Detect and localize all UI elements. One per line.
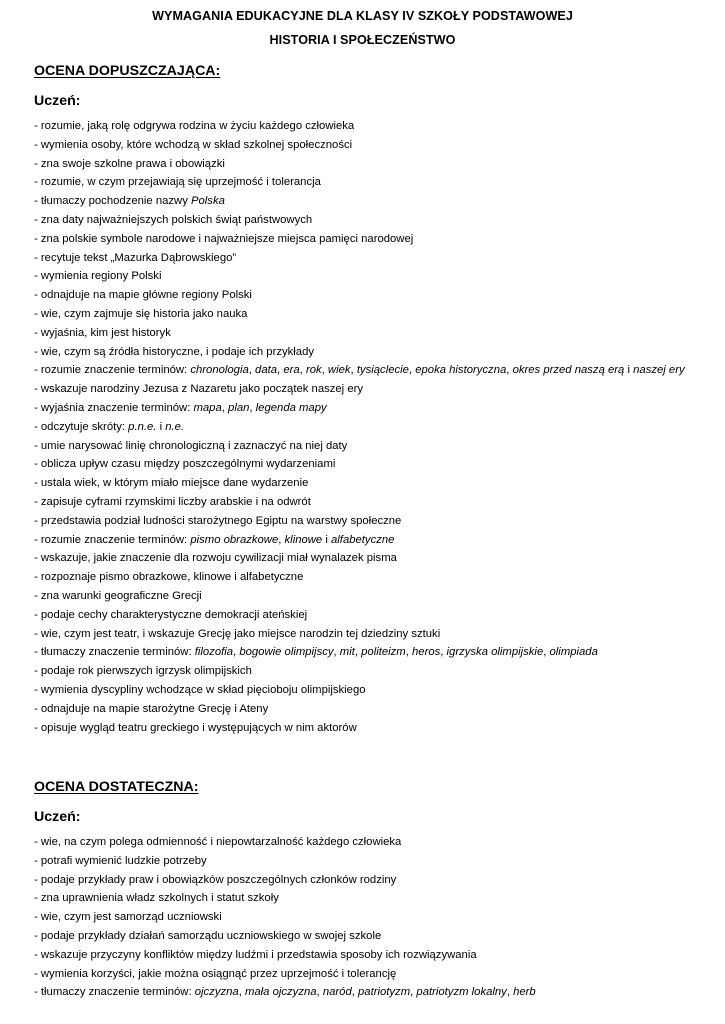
requirement-text: i	[322, 533, 332, 546]
requirement-item	[34, 249, 694, 268]
requirement-item	[34, 230, 694, 249]
requirement-term: plan	[228, 401, 250, 414]
requirement-text: - oblicza upływ czasu między poszczególnymi wydarzeniami	[34, 458, 336, 471]
requirement-item	[34, 136, 694, 155]
requirement-text: - zna swoje szkolne prawa i obowiązki	[34, 157, 225, 170]
requirement-text: - zna daty najważniejszych polskich świąt państwowych	[34, 213, 313, 226]
requirement-term: patriotyzm	[358, 986, 411, 999]
requirement-text: - podaje przykłady praw i obowiązków poszczególnych członków rodziny	[34, 873, 397, 886]
requirement-term: data	[255, 364, 278, 377]
requirement-term: alfabetyczne	[331, 533, 395, 546]
requirement-item	[34, 983, 694, 1002]
requirement-item	[34, 173, 694, 192]
requirement-term: igrzyska olimpijskie	[446, 646, 544, 659]
requirement-item	[34, 117, 694, 136]
requirement-text: - recytuje tekst „Mazurka Dąbrowskiego”	[34, 251, 237, 264]
requirement-text: - opisuje wygląd teatru greckiego i występujących w nim aktorów	[34, 721, 357, 734]
requirement-text: - ustala wiek, w którym miało miejsce dane wydarzenie	[34, 477, 309, 490]
requirement-text: - tłumaczy znaczenie terminów:	[34, 646, 195, 659]
requirement-term: mała ojczyzna	[244, 986, 317, 999]
requirement-text: - wskazuje narodziny Jezusa z Nazaretu jako początek naszej ery	[34, 383, 364, 396]
requirement-text: ,	[506, 364, 513, 377]
requirement-text: - zna uprawnienia władz szkolnych i statut szkoły	[34, 892, 279, 905]
requirement-text: ,	[278, 533, 285, 546]
requirement-text: ,	[299, 364, 306, 377]
requirement-term: okres przed naszą erą	[512, 364, 625, 377]
requirement-text: ,	[221, 401, 229, 414]
requirement-item	[34, 324, 694, 343]
requirement-text: - odczytuje skróty:	[34, 420, 129, 433]
requirement-text: - wie, czym jest samorząd uczniowski	[34, 911, 222, 924]
requirement-text: ,	[351, 986, 359, 999]
requirement-term: rok	[305, 364, 322, 377]
requirement-text: - wyjaśnia znaczenie terminów:	[34, 401, 194, 414]
requirement-term: p.n.e.	[128, 420, 157, 433]
requirement-item	[34, 399, 694, 418]
requirement-term: tysiąclecie	[356, 364, 409, 377]
requirement-text: - podaje cechy charakterystyczne demokracji ateńskiej	[34, 608, 308, 621]
requirement-term: mapa	[193, 401, 222, 414]
requirement-text: ,	[248, 364, 256, 377]
requirement-text: - wyjaśnia, kim jest historyk	[34, 326, 171, 339]
section-subheading-dostateczna: Uczeń:	[34, 809, 81, 825]
requirement-text: - podaje rok pierwszych igrzysk olimpijskich	[34, 665, 252, 678]
requirements-list-dostateczna	[34, 833, 694, 1002]
requirement-term: mit	[339, 646, 355, 659]
requirement-text: - rozumie znaczenie terminów:	[34, 533, 191, 546]
requirements-list-dopuszczajaca	[34, 117, 694, 737]
requirement-term: olimpiada	[549, 646, 598, 659]
requirement-term: n.e.	[165, 420, 185, 433]
requirement-text: - wskazuje, jakie znaczenie dla rozwoju cywilizacji miał wynalazek pisma	[34, 552, 397, 565]
requirement-text: - przedstawia podział ludności starożytnego Egiptu na warstwy społeczne	[34, 514, 402, 527]
requirement-text: - wie, czym są źródła historyczne, i podaje ich przykłady	[34, 345, 315, 358]
requirement-text: - zna polskie symbole narodowe i najważniejsze miejsca pamięci narodowej	[34, 232, 414, 245]
requirement-text: - podaje przykłady działań samorządu uczniowskiego w swojej szkole	[34, 929, 382, 942]
requirement-item	[34, 681, 694, 700]
requirement-item	[34, 587, 694, 606]
requirement-item	[34, 871, 694, 890]
requirement-text: ,	[506, 986, 514, 999]
requirement-term: herb	[513, 986, 536, 999]
requirement-item	[34, 343, 694, 362]
requirement-term: pismo obrazkowe	[190, 533, 279, 546]
requirement-term: chronologia	[190, 364, 249, 377]
requirement-term: ojczyzna	[194, 986, 239, 999]
requirement-term: era	[283, 364, 300, 377]
requirement-item	[34, 531, 694, 550]
requirement-text: i	[624, 364, 634, 377]
requirement-term: wiek	[327, 364, 351, 377]
requirement-term: legenda mapy	[255, 401, 327, 414]
requirement-item	[34, 719, 694, 738]
requirement-text: ,	[333, 646, 340, 659]
requirement-item	[34, 643, 694, 662]
requirement-item	[34, 455, 694, 474]
requirement-item	[34, 418, 694, 437]
section-heading-dopuszczajaca: OCENA DOPUSZCZAJĄCA:	[34, 63, 221, 79]
section-heading-dostateczna: OCENA DOSTATECZNA:	[34, 779, 199, 795]
requirement-text: ,	[277, 364, 284, 377]
requirement-term: epoka historyczna	[415, 364, 507, 377]
requirement-item	[34, 700, 694, 719]
document-title-line-2: HISTORIA I SPOŁECZEŃSTWO	[269, 33, 456, 47]
requirement-item	[34, 606, 694, 625]
requirement-term: politeizm	[361, 646, 406, 659]
requirement-item	[34, 908, 694, 927]
section-subheading-dopuszczajaca: Uczeń:	[34, 93, 81, 109]
requirement-text: - wymienia regiony Polski	[34, 270, 162, 283]
requirement-item	[34, 267, 694, 286]
requirement-item	[34, 625, 694, 644]
requirement-item	[34, 286, 694, 305]
requirement-term: Polska	[190, 195, 225, 208]
requirement-term: naszej ery	[633, 364, 685, 377]
requirement-text: - wymienia korzyści, jakie można osiągnąć przez uprzejmość i tolerancję	[34, 967, 397, 980]
requirement-text: ,	[410, 986, 417, 999]
requirement-text: - wie, na czym polega odmienność i niepowtarzalność każdego człowieka	[34, 836, 402, 848]
requirement-text: ,	[354, 646, 362, 659]
requirement-item	[34, 361, 694, 380]
requirement-text: ,	[316, 986, 323, 999]
requirement-term: bogowie olimpijscy	[239, 646, 334, 659]
requirement-item	[34, 493, 694, 512]
requirement-item	[34, 380, 694, 399]
requirement-text: ,	[321, 364, 328, 377]
requirement-term: filozofia	[194, 646, 234, 659]
requirement-text: - wie, czym jest teatr, i wskazuje Grecję jako miejsce narodzin tej dziedziny sztuki	[34, 627, 441, 640]
requirement-text: ,	[238, 986, 245, 999]
requirement-item	[34, 474, 694, 493]
requirement-text: - rozumie, jaką rolę odgrywa rodzina w życiu każdego człowieka	[34, 120, 355, 132]
requirement-text: i	[156, 420, 166, 433]
requirement-text: - odnajduje na mapie główne regiony Polski	[34, 289, 252, 302]
requirement-item	[34, 662, 694, 681]
requirement-text: ,	[543, 646, 550, 659]
requirement-item	[34, 833, 694, 852]
requirement-text: - wymienia dyscypliny wchodzące w skład pięcioboju olimpijskiego	[34, 683, 366, 696]
requirement-text: ,	[408, 364, 416, 377]
requirement-item	[34, 192, 694, 211]
requirement-text: ,	[233, 646, 240, 659]
document-title-line-1: WYMAGANIA EDUKACYJNE DLA KLASY IV SZKOŁY PODSTAWOWEJ	[152, 9, 573, 23]
requirement-text: - rozumie, w czym przejawiają się uprzejmość i tolerancja	[34, 176, 321, 189]
requirement-item	[34, 568, 694, 587]
requirement-item	[34, 155, 694, 174]
requirement-text: - rozumie znaczenie terminów:	[34, 364, 191, 377]
requirement-text: - tłumaczy znaczenie terminów:	[34, 986, 195, 999]
requirement-text: - tłumaczy pochodzenie nazwy	[34, 195, 191, 208]
requirement-text: - zapisuje cyframi rzymskimi liczby arabskie i na odwrót	[34, 495, 311, 508]
requirement-item	[34, 852, 694, 871]
requirement-text: ,	[440, 646, 447, 659]
requirement-text: ,	[249, 401, 256, 414]
requirement-text: - rozpoznaje pismo obrazkowe, klinowe i alfabetyczne	[34, 571, 304, 584]
requirement-term: naród	[322, 986, 352, 999]
requirement-item	[34, 211, 694, 230]
requirement-text: - wymienia osoby, które wchodzą w skład szkolnej społeczności	[34, 138, 353, 151]
requirement-text: ,	[350, 364, 357, 377]
requirement-text: - zna warunki geograficzne Grecji	[34, 589, 202, 602]
requirement-text: - potrafi wymienić ludzkie potrzeby	[34, 854, 207, 867]
requirement-text: - umie narysować linię chronologiczną i zaznaczyć na niej daty	[34, 439, 348, 452]
requirement-term: klinowe	[284, 533, 323, 546]
requirement-text: - odnajduje na mapie starożytne Grecję i Ateny	[34, 702, 269, 715]
requirement-item	[34, 437, 694, 456]
requirement-text: - wskazuje przyczyny konfliktów między ludźmi i przedstawia sposoby ich rozwiązywania	[34, 948, 477, 961]
requirement-item	[34, 889, 694, 908]
requirement-term: heros	[412, 646, 441, 659]
requirement-item	[34, 549, 694, 568]
requirement-item	[34, 965, 694, 984]
requirement-text: - wie, czym zajmuje się historia jako nauka	[34, 307, 248, 320]
requirement-text: ,	[405, 646, 412, 659]
requirement-item	[34, 927, 694, 946]
requirement-item	[34, 512, 694, 531]
requirement-term: patriotyzm lokalny	[416, 986, 507, 999]
requirement-item	[34, 305, 694, 324]
requirement-item	[34, 946, 694, 965]
